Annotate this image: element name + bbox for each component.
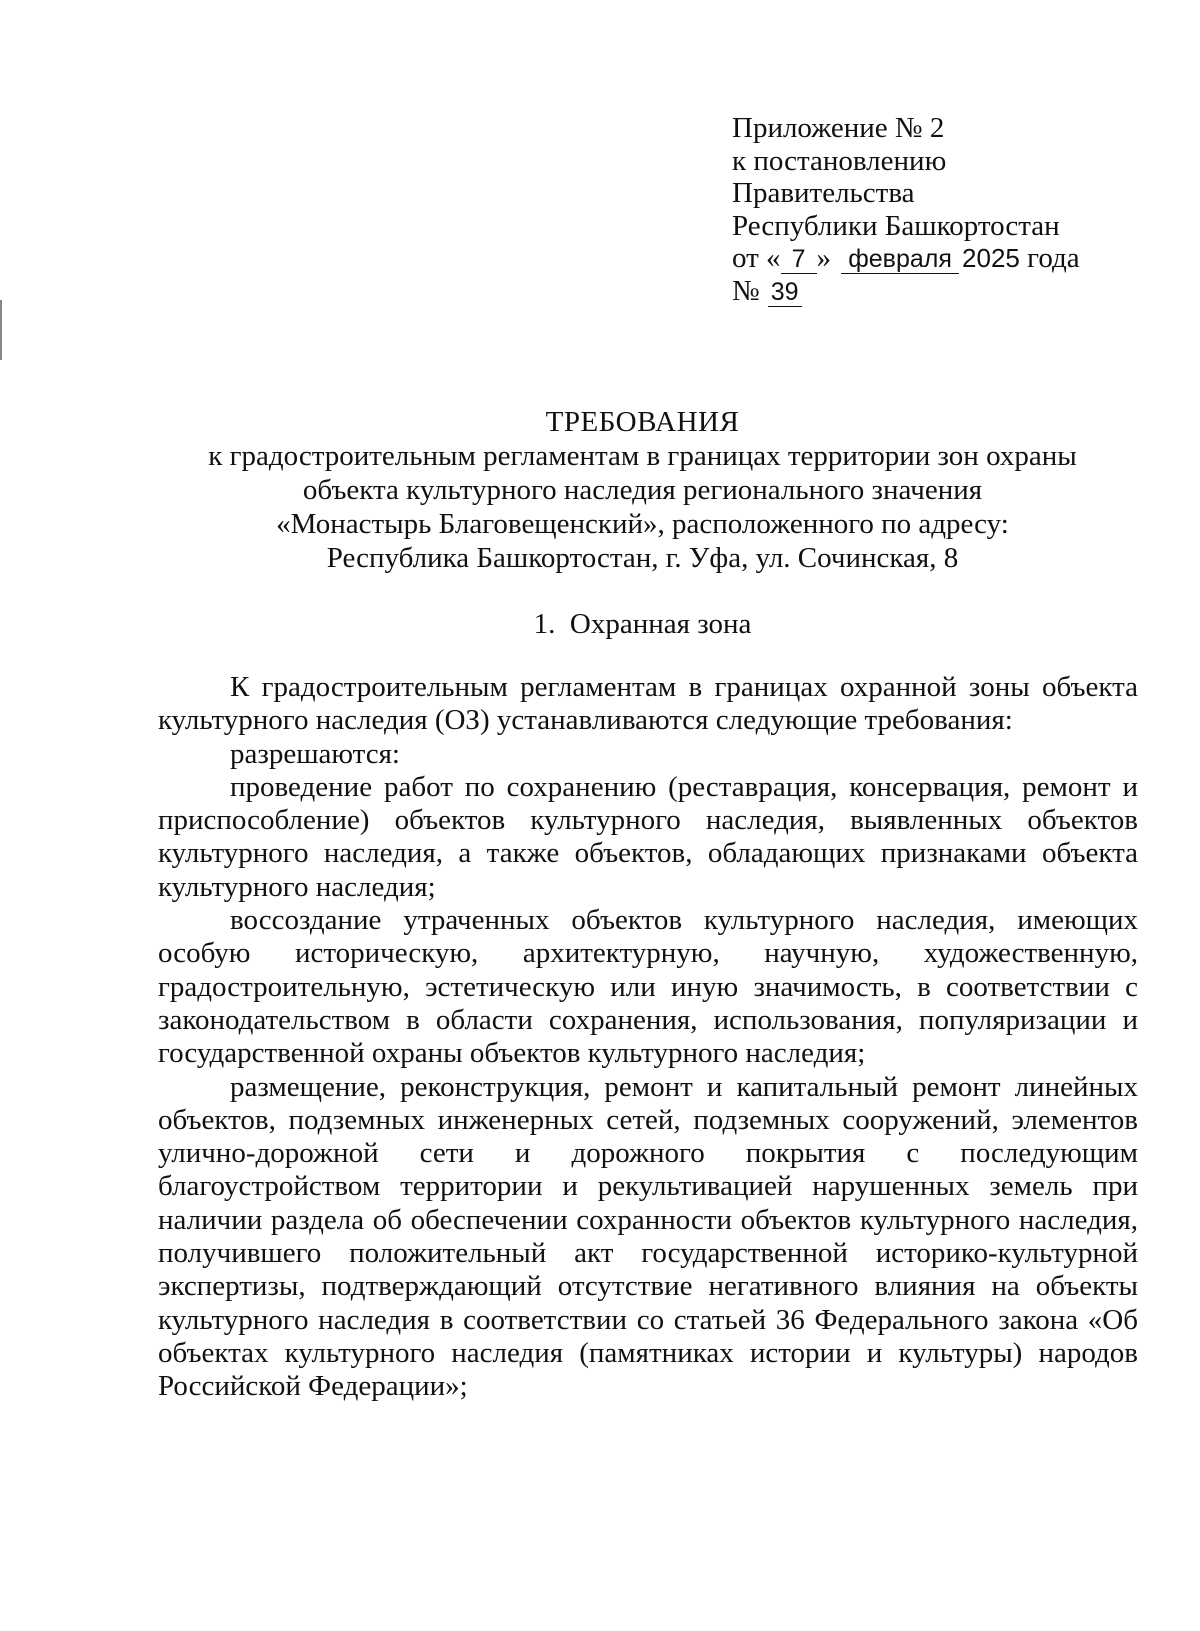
date-day: 7 <box>781 245 817 274</box>
date-suffix: года <box>1027 242 1080 274</box>
annex-block <box>732 112 1172 307</box>
number-prefix: № <box>732 274 760 307</box>
body-text <box>158 671 1138 1404</box>
paragraph-item-3: размещение, реконструкция, ремонт и капитальный ремонт линейных объектов, подземных инженерных сетей, подземных сооружений, элементов улично-дорожной сети и дорожного покрытия с последующим благоустройством территории и рекультивацией нарушенных земель при наличии раздела об обеспечении сохранности объектов культурного наследия, получившего положительный акт государственной историко-культурной экспертизы, подтверждающий отсутствие негативного влияния на объекты культурного наследия в соответствии со статьей 36 Федерального закона «Об объектах культурного наследия (памятниках истории и культуры) народов Российской Федерации»; <box>158 1070 1138 1403</box>
date-prefix: от « <box>732 242 781 274</box>
annex-line-3: Правительства <box>732 177 915 209</box>
paragraph-item-1: проведение работ по сохранению (реставрация, консервация, ремонт и приспособление) объектов культурного наследия, выявленных объектов культурного наследия, а также объектов, обладающих признаками объекта культурного наследия; <box>158 770 1138 903</box>
section-heading: 1. Охранная зона <box>533 608 752 640</box>
document-title-block <box>150 405 1135 575</box>
paragraph-allowed: разрешаются: <box>230 737 400 770</box>
paragraph-item-2: воссоздание утраченных объектов культурного наследия, имеющих особую историческую, архитектурную, научную, художественную, градостроительную, эстетическую или иную значимость, в соответствии с законодательством в области сохранения, использования, популяризации и государственной охраны объектов культурного наследия; <box>158 904 1138 1070</box>
title-line-3: «Монастырь Благовещенский», расположенного по адресу: <box>276 508 1009 540</box>
document-title: ТРЕБОВАНИЯ <box>545 406 740 438</box>
title-line-2: объекта культурного наследия регионального значения <box>302 474 983 506</box>
annex-line-1: Приложение № 2 <box>732 112 945 144</box>
paragraph-intro: К градостроительным регламентам в границах охранной зоны объекта культурного наследия (ОЗ) устанавливаются следующие требования: <box>158 671 1138 737</box>
annex-line-2: к постановлению <box>732 144 947 177</box>
date-mid: » <box>816 242 832 274</box>
number-value: 39 <box>768 278 802 307</box>
annex-line-4: Республики Башкортостан <box>732 209 1060 242</box>
annex-date-line <box>732 242 1172 275</box>
date-year: 2025 <box>962 243 1020 273</box>
annex-number-line <box>732 275 1172 308</box>
scan-edge-mark <box>0 300 2 360</box>
title-line-1: к градостроительным регламентам в границах территории зон охраны <box>208 440 1077 472</box>
date-month: февраля <box>841 245 959 274</box>
title-line-4: Республика Башкортостан, г. Уфа, ул. Сочинская, 8 <box>326 542 959 574</box>
